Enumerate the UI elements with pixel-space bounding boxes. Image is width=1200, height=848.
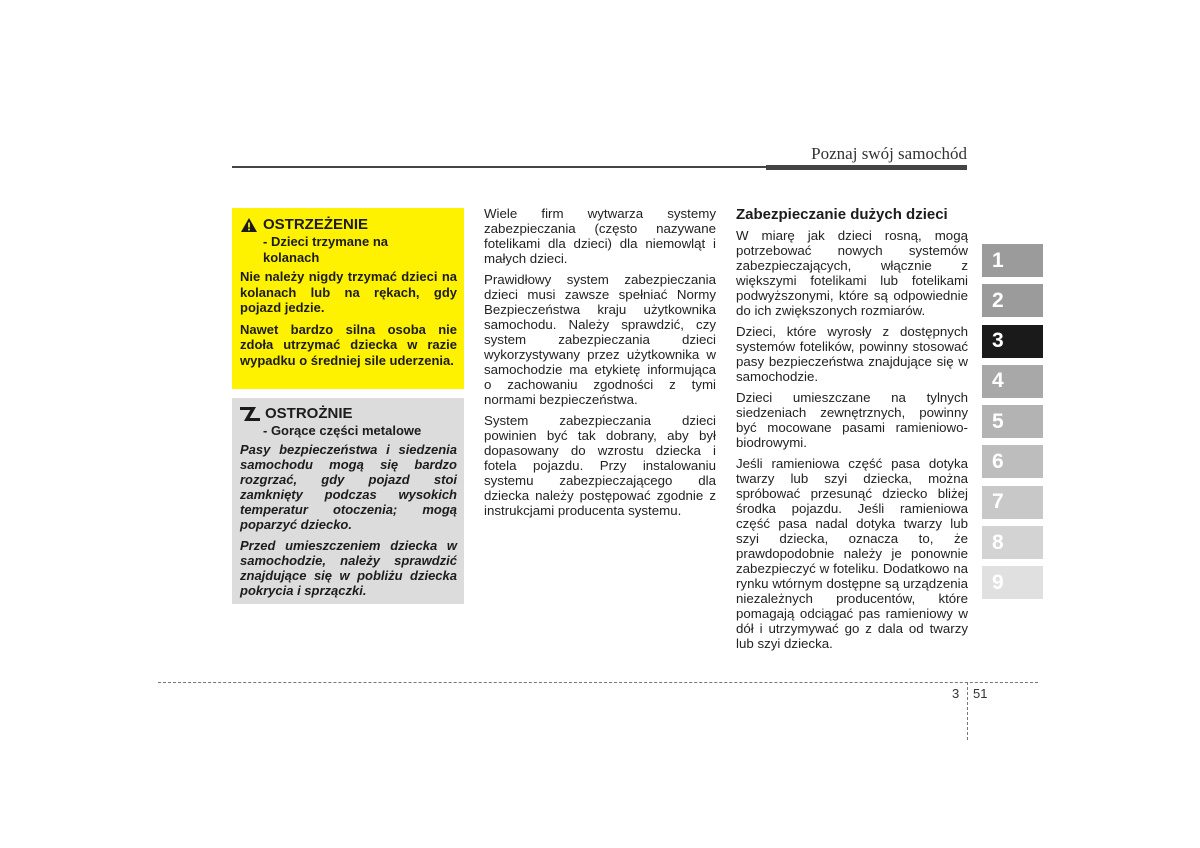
warning-title: OSTRZEŻENIE (263, 216, 369, 233)
chapter-tab-1[interactable]: 1 (982, 244, 1043, 277)
chapter-tab-3[interactable]: 3 (982, 325, 1043, 358)
warning-triangle-icon (240, 217, 258, 233)
body-paragraph: Dzieci umieszczane na tylnych siedzeniach zewnętrznych, powinny być mocowane pasami ramieniowo-biodrowymi. (736, 390, 968, 450)
caution-paragraph: Pasy bezpieczeństwa i siedzenia samochodu mogą się bardzo rozgrzać, gdy pojazd stoi zamknięty podczas wysokich temperatur otoczenia; mogą poparzyć dziecko. (240, 442, 457, 532)
chapter-tab-4[interactable]: 4 (982, 365, 1043, 398)
warning-box (232, 208, 464, 389)
chapter-tab-5[interactable]: 5 (982, 405, 1043, 438)
body-paragraph: Dzieci, które wyrosły z dostępnych systemów fotelików, powinny stosować pasy bezpieczeństwa znajdujące się w samochodzie. (736, 324, 968, 384)
chapter-tabs (982, 244, 1043, 607)
chapter-tab-6[interactable]: 6 (982, 445, 1043, 478)
caution-paragraph: Przed umieszczeniem dziecka w samochodzie, należy sprawdzić znajdujące się w pobliżu dziecka pokrycia i sprzączki. (240, 538, 457, 598)
chapter-tab-2[interactable]: 2 (982, 284, 1043, 317)
caution-title: OSTROŻNIE (265, 405, 353, 422)
right-column (736, 206, 968, 657)
page-chapter-number: 3 (952, 686, 960, 701)
caution-box (232, 398, 464, 604)
chapter-tab-8[interactable]: 8 (982, 526, 1043, 559)
body-paragraph: Wiele firm wytwarza systemy zabezpieczania (często nazywane fotelikami dla dzieci) dla niemowląt i małych dzieci. (484, 206, 716, 266)
footer-divider (158, 682, 1038, 683)
caution-heading (240, 405, 457, 422)
footer-vertical-divider (967, 682, 968, 740)
header-title: Poznaj swój samochód (811, 144, 967, 163)
page-number: 51 (973, 686, 988, 701)
body-paragraph: System zabezpieczania dzieci powinien być tak dobrany, aby był dopasowany do wzrostu dziecka i fotela pojazdu. Przy instalowaniu systemu zabezpieczającego dla dziecka należy postępować zgodnie z instrukcjami producenta systemu. (484, 413, 716, 518)
body-paragraph: Prawidłowy system zabezpieczania dzieci musi zawsze spełniać Normy Bezpieczeństwa kraju użytkownika samochodu. Należy sprawdzić, czy system zabezpieczania dzieci wykorzystywany przez użytkownika w samochodzie ma etykietę informująca o zachowaniu zgodności z tymi normami bezpieczeństwa. (484, 272, 716, 407)
warning-heading (240, 216, 457, 233)
warning-paragraph: Nawet bardzo silna osoba nie zdoła utrzymać dziecka w razie wypadku o średniej sile uderzenia. (240, 321, 457, 368)
body-paragraph: Jeśli ramieniowa część pasa dotyka twarzy lub szyi dziecka, można spróbować przesunąć dziecko bliżej środka pojazdu. Jeśli ramieniowa część pasa nadal dotyka twarzy lub szyi dziecka, oznacza to, że prawdopodobnie należy je ponownie zabezpieczyć w foteliku. Dodatkowo na rynku wtórnym dostępne są urządzenia niezależnych producentów, które pomagają odciągać pas ramieniowy w dół i utrzymywać go z dala od twarzy lub szyi dziecka. (736, 456, 968, 651)
chapter-tab-9[interactable]: 9 (982, 566, 1043, 599)
header-rule-thick (766, 165, 967, 170)
warning-subtitle: - Dzieci trzymane na kolanach (263, 234, 388, 265)
warning-paragraph: Nie należy nigdy trzymać dzieci na kolanach lub na rękach, gdy pojazd jedzie. (240, 269, 457, 315)
body-paragraph: W miarę jak dzieci rosną, mogą potrzebować nowych systemów zabezpieczających, włącznie z większymi fotelikami lub fotelikami podwyższonymi, które są odpowiednie do ich zwiększonych rozmiarów. (736, 228, 968, 318)
middle-column (484, 206, 716, 524)
caution-subtitle: - Gorące części metalowe (263, 423, 422, 438)
chapter-tab-7[interactable]: 7 (982, 486, 1043, 519)
section-title: Zabezpieczanie dużych dzieci (736, 206, 948, 223)
caution-slash-icon (240, 407, 260, 421)
